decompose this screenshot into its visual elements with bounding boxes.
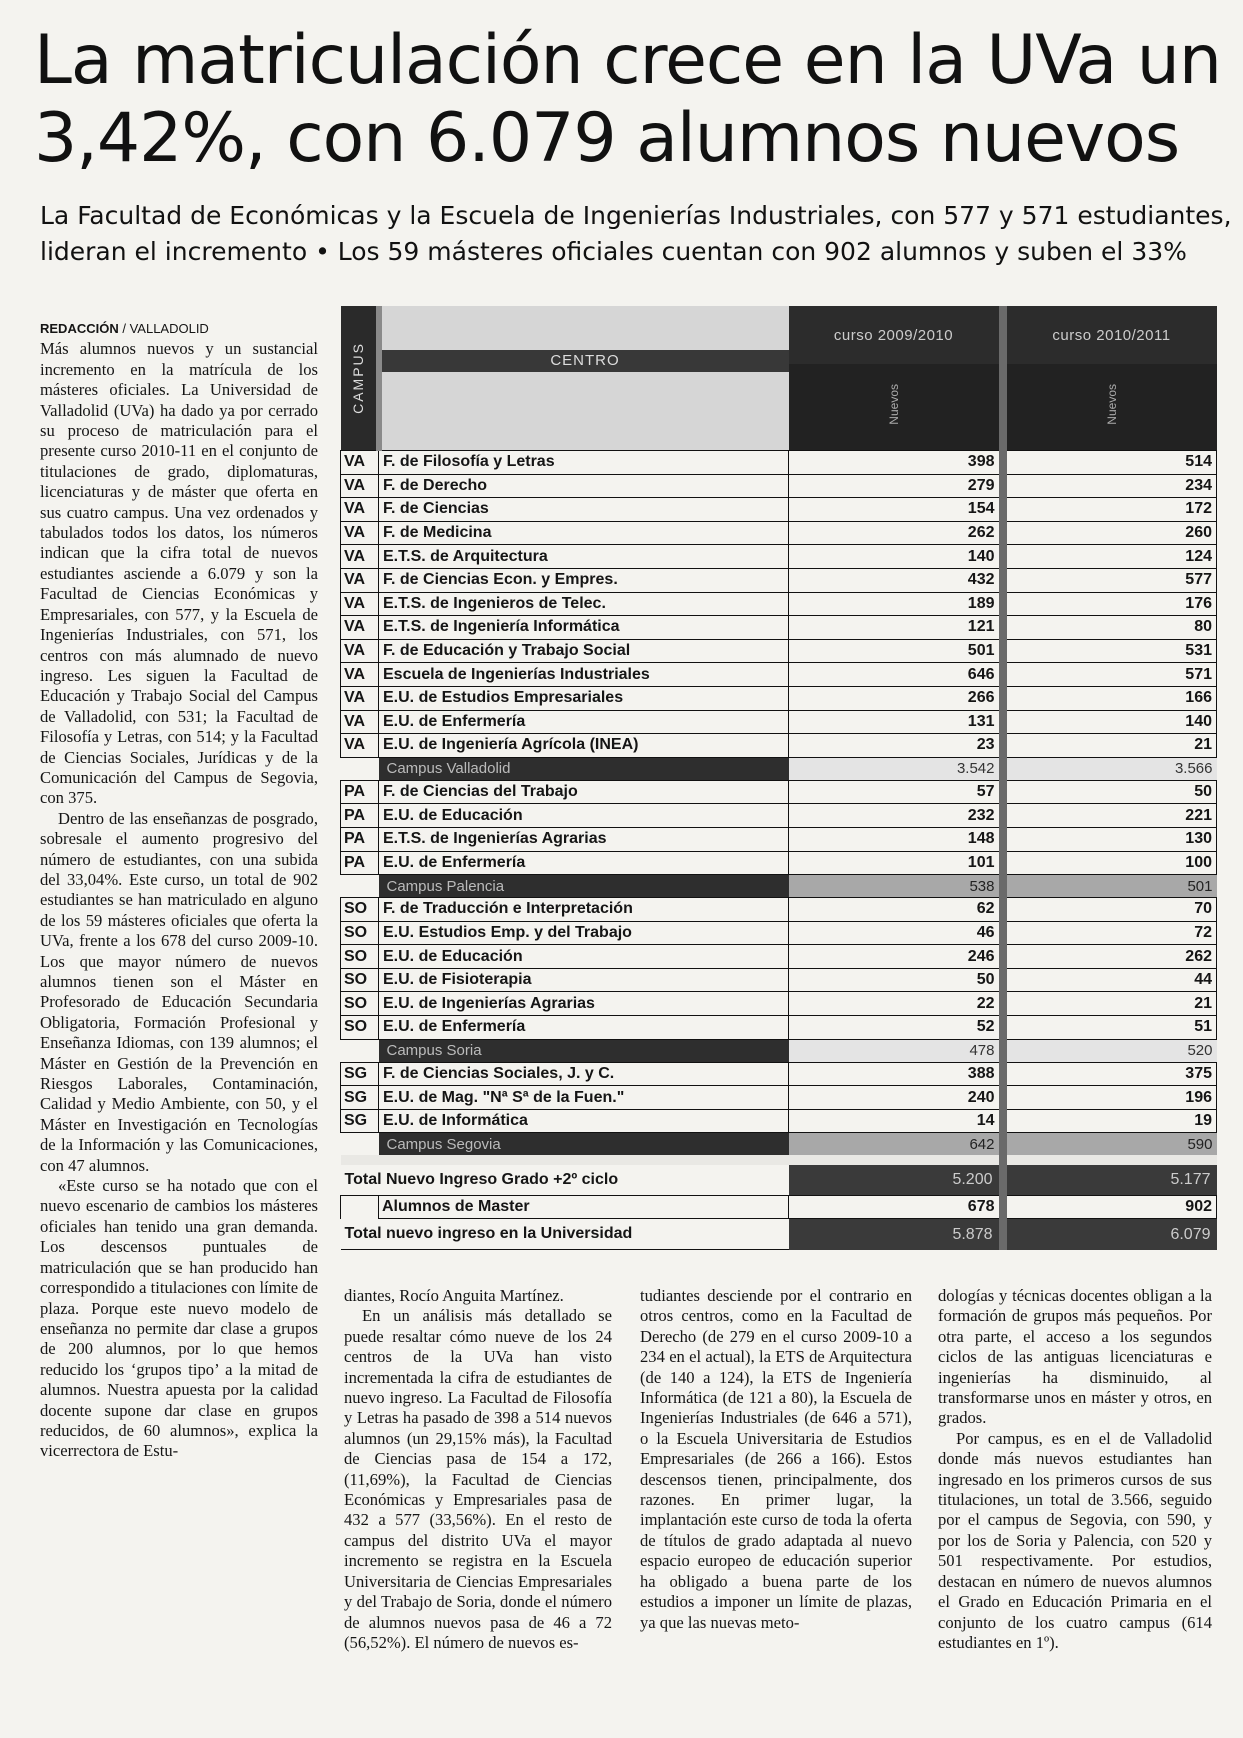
value-2010-2011: 70 <box>1003 898 1217 922</box>
centro-name: E.T.S. de Ingenieros de Telec. <box>379 592 789 616</box>
campus-code: SG <box>341 1109 379 1133</box>
campus-code <box>341 757 379 780</box>
campus-code: VA <box>341 474 379 498</box>
campus-code: SO <box>341 921 379 945</box>
campus-code: SO <box>341 898 379 922</box>
article-paragraph: En un análisis más detallado se puede resaltar cómo nueve de los 24 centros de la UVa han visto incrementada la cifra de estudiantes de nuevo ingreso. La Facultad de Filosofía y Letras ha pasado de 398 a 514 nuevos alumnos (un 29,15% más), la Facultad de Ciencias pasa de 154 a 172, (11,69%), la Facultad de Ciencias Económicas y Empresariales pasa de 432 a 577 (33,56%). En el resto de campus del distrito UVa el mayor incremento se registra en la Escuela Universitaria de Ciencias Empresariales y del Trabajo de Soria, donde el número de alumnos nuevos pasa de 46 a 72 (56,52%). El número de nuevos es- <box>344 1306 612 1652</box>
value-2010-2011: 21 <box>1003 992 1217 1016</box>
table-row <box>341 827 1217 851</box>
article-paragraph: diantes, Rocío Anguita Martínez. <box>344 1286 564 1305</box>
table-row <box>341 686 1217 710</box>
centro-name: E.U. de Fisioterapia <box>379 968 789 992</box>
campus-code: VA <box>341 592 379 616</box>
table-row <box>341 851 1217 875</box>
value-2009-2010: 279 <box>789 474 1003 498</box>
centro-name: E.T.S. de Ingenierías Agrarias <box>379 827 789 851</box>
table-row <box>341 1016 1217 1040</box>
value-2009-2010: 46 <box>789 921 1003 945</box>
value-2009-2010: 240 <box>789 1086 1003 1110</box>
value-2010-2011: 100 <box>1003 851 1217 875</box>
master-row <box>341 1196 1217 1219</box>
campus-code: VA <box>341 545 379 569</box>
article-paragraph: tudiantes desciende por el contrario en otros centros, como en la Facultad de Derecho (de 279 en el curso 2009-10 a 234 en el actual), la ETS de Arquitectura (de 140 a 124), la ETS de Ingeniería Informática (de 121 a 80), la Escuela de Ingenierías Industriales (de 646 a 571), o la Escuela Universitaria de Estudios Empresariales (de 266 a 166). Estos descensos tienen, principalmente, dos razones. En primer lugar, la implantación este curso de toda la oferta de títulos de grado adaptada al nuevo espacio europeo de educación superior ha obligado a buena parte de los estudios a imponer un límite de plazas, ya que las nuevas meto- <box>640 1286 912 1632</box>
value-2009-2010: 398 <box>789 451 1003 475</box>
value-2009-2010: 501 <box>789 639 1003 663</box>
campus-code: SO <box>341 968 379 992</box>
campus-code: SG <box>341 1062 379 1086</box>
value-2009-2010: 14 <box>789 1109 1003 1133</box>
campus-code: SO <box>341 992 379 1016</box>
spacer-cell <box>341 1155 379 1165</box>
value-2009-2010: 50 <box>789 968 1003 992</box>
campus-code: PA <box>341 827 379 851</box>
table-row <box>341 498 1217 522</box>
article-paragraph: Más alumnos nuevos y un sustancial incremento en la matrícula de los másteres oficiales. La Universidad de Valladolid (UVa) ha dado ya por cerrado su proceso de matriculación para el presente curso 2010-11 en el conjunto de titulaciones de grado, diplomaturas, licenciaturas y de máster que oferta en sus cuatro campus. Una vez ordenados y tabulados todos los datos, los números indican que la cifra total de nuevos estudiantes asciende a 6.079 y son la Facultad de Ciencias Económicas y Empresariales, con 577, y la Escuela de Ingenierías Industriales, con 571, los centros con más alumnado de nuevo ingreso. Les siguen la Facultad de Educación y Trabajo Social del Campus de Valladolid, con 531; la Facultad de Filosofía y Letras, con 514; y la Facultad de Ciencias Sociales, Jurídicas y de la Comunicación del Campus de Segovia, con 375. <box>40 339 318 808</box>
value-2010-2011: 51 <box>1003 1016 1217 1040</box>
value-2009-2010: 121 <box>789 616 1003 640</box>
value-2009-2010: 62 <box>789 898 1003 922</box>
value-2010-2011: 514 <box>1003 451 1217 475</box>
byline-paragraph <box>40 318 318 809</box>
centro-name: E.U. de Ingeniería Agrícola (INEA) <box>379 734 789 758</box>
table-row <box>341 474 1217 498</box>
centro-name: Escuela de Ingenierías Industriales <box>379 663 789 687</box>
value-2009-2010: 148 <box>789 827 1003 851</box>
value-2010-2011: 44 <box>1003 968 1217 992</box>
article-paragraph: dologías y técnicas docentes obligan a la formación de grupos más pequeños. Por otra parte, el acceso a los segundos ciclos de las antiguas licenciaturas e ingenierías ha disminuido, al transformarse unos en máster y otros, en grados. <box>938 1286 1212 1428</box>
article-column-4 <box>938 1286 1212 1653</box>
value-2010-2011: 50 <box>1003 780 1217 804</box>
campus-subtotal-row <box>341 757 1217 780</box>
value-2010-2011: 520 <box>1003 1039 1217 1062</box>
article-paragraph: «Este curso se ha notado que con el nuevo escenario de cambios los másteres oficiales han tenido una gran demanda. Los descensos puntuales de matriculación que se han producido han correspondido a titulaciones con límite de plaza. Porque este nuevo modelo de enseñanza no permite dar clase a grupos de 200 alumnos, por lo que hemos reducido los ‘grupos tipo’ a la mitad de alumnos. Nuestra apuesta por la calidad docente supone dar clase en grupos reducidos, de 60 alumnos», explica la vicerrectora de Estu- <box>40 1176 318 1461</box>
centro-name: F. de Medicina <box>379 521 789 545</box>
campus-code: VA <box>341 616 379 640</box>
value-2009-2010: 23 <box>789 734 1003 758</box>
campus-code: PA <box>341 780 379 804</box>
value-2010-2011: 262 <box>1003 945 1217 969</box>
campus-code: VA <box>341 568 379 592</box>
spacer-cell <box>1003 1155 1217 1165</box>
campus-code: VA <box>341 734 379 758</box>
centro-name: F. de Ciencias Sociales, J. y C. <box>379 1062 789 1086</box>
headline-line-1: La matriculación crece en la UVa un <box>34 21 1221 100</box>
campus-subtotal-row <box>341 1133 1217 1156</box>
centro-name: F. de Derecho <box>379 474 789 498</box>
header-campus <box>341 306 379 451</box>
value-2009-2010: 262 <box>789 521 1003 545</box>
master-label: Alumnos de Master <box>379 1196 789 1219</box>
total-universidad-2009: 5.878 <box>789 1219 1003 1250</box>
value-2009-2010: 101 <box>789 851 1003 875</box>
table-row <box>341 616 1217 640</box>
value-2009-2010: 478 <box>789 1039 1003 1062</box>
value-2010-2011: 130 <box>1003 827 1217 851</box>
table-row <box>341 592 1217 616</box>
table-row <box>341 568 1217 592</box>
campus-code <box>341 1133 379 1156</box>
value-2009-2010: 131 <box>789 710 1003 734</box>
campus-code: SO <box>341 1016 379 1040</box>
table-row <box>341 710 1217 734</box>
campus-code: VA <box>341 521 379 545</box>
spacer-cell <box>379 1155 789 1165</box>
table-row <box>341 1109 1217 1133</box>
total-grado-label: Total Nuevo Ingreso Grado +2º ciclo <box>341 1165 789 1196</box>
campus-code: VA <box>341 686 379 710</box>
campus-subtotal-row <box>341 875 1217 898</box>
centro-name: F. de Ciencias Econ. y Empres. <box>379 568 789 592</box>
table-row <box>341 992 1217 1016</box>
campus-code: VA <box>341 498 379 522</box>
byline <box>40 321 209 336</box>
campus-code: VA <box>341 639 379 663</box>
table-row <box>341 521 1217 545</box>
value-2009-2010: 388 <box>789 1062 1003 1086</box>
value-2010-2011: 590 <box>1003 1133 1217 1156</box>
article-paragraph: Dentro de las enseñanzas de posgrado, sobresale el aumento progresivo del número de estudiantes, con una subida del 33,04%. Este curso, un total de 902 estudiantes se han matriculado en alguno de los 59 másteres oficiales que oferta la UVa, frente a los 678 del curso 2009-10. Los que mayor número de nuevos alumnos tienen son el Máster en Profesorado de Educación Secundaria Obligatoria, Formación Profesional y Enseñanza Idiomas, con 139 alumnos; el Máster en Gestión de la Prevención en Riesgos Laborales, Contaminación, Calidad y Medio Ambiente, con 50, y el Máster en Investigación en Tecnologías de la Información y las Comunicaciones, con 47 alumnos. <box>40 808 318 1175</box>
centro-name: Campus Valladolid <box>379 757 789 780</box>
centro-name: E.T.S. de Ingeniería Informática <box>379 616 789 640</box>
centro-name: F. de Educación y Trabajo Social <box>379 639 789 663</box>
centro-name: E.T.S. de Arquitectura <box>379 545 789 569</box>
centro-name: E.U. de Estudios Empresariales <box>379 686 789 710</box>
table-row <box>341 898 1217 922</box>
article-column-1 <box>40 318 318 1462</box>
value-2009-2010: 52 <box>789 1016 1003 1040</box>
centro-name: F. de Ciencias del Trabajo <box>379 780 789 804</box>
centro-name: Campus Segovia <box>379 1133 789 1156</box>
value-2009-2010: 140 <box>789 545 1003 569</box>
centro-name: F. de Filosofía y Letras <box>379 451 789 475</box>
centro-name: E.U. de Educación <box>379 945 789 969</box>
header-centro <box>379 306 789 451</box>
value-2009-2010: 189 <box>789 592 1003 616</box>
campus-code <box>341 1039 379 1062</box>
total-universidad-row <box>341 1219 1217 1250</box>
value-2009-2010: 22 <box>789 992 1003 1016</box>
value-2010-2011: 140 <box>1003 710 1217 734</box>
centro-name: F. de Traducción e Interpretación <box>379 898 789 922</box>
total-grado-row <box>341 1165 1217 1196</box>
master-2009: 678 <box>789 1196 1003 1219</box>
header-nuevos-label: Nuevos <box>886 384 901 425</box>
value-2010-2011: 176 <box>1003 592 1217 616</box>
article-column-3 <box>640 1286 912 1633</box>
campus-code <box>341 875 379 898</box>
article-paragraph: Por campus, es en el de Valladolid donde más nuevos estudiantes han ingresado en los primeros cursos de sus titulaciones, un total de 3.566, seguido por el campus de Segovia, con 590, y por los de Soria y Palencia, con 520 y 501 respectivamente. Por estudios, destacan en número de nuevos alumnos el Grado en Educación Primaria en el conjunto de los cuatro campus (614 estudiantes en 1º). <box>938 1428 1212 1652</box>
value-2010-2011: 531 <box>1003 639 1217 663</box>
value-2010-2011: 21 <box>1003 734 1217 758</box>
header-centro-label: CENTRO <box>382 350 789 372</box>
header-year-2010-2011: curso 2010/2011 <box>1003 306 1217 364</box>
campus-code: VA <box>341 451 379 475</box>
table-row <box>341 921 1217 945</box>
enrollment-table <box>340 306 1216 1243</box>
value-2010-2011: 3.566 <box>1003 757 1217 780</box>
campus-code: VA <box>341 663 379 687</box>
spacer-row <box>341 1155 1217 1165</box>
value-2010-2011: 571 <box>1003 663 1217 687</box>
campus-code: VA <box>341 710 379 734</box>
centro-name: F. de Ciencias <box>379 498 789 522</box>
total-universidad-label: Total nuevo ingreso en la Universidad <box>341 1219 789 1250</box>
byline-author: REDACCIÓN <box>40 321 119 336</box>
header-year-2009-2010: curso 2009/2010 <box>789 306 1003 364</box>
value-2009-2010: 646 <box>789 663 1003 687</box>
value-2009-2010: 246 <box>789 945 1003 969</box>
value-2009-2010: 3.542 <box>789 757 1003 780</box>
value-2009-2010: 57 <box>789 780 1003 804</box>
value-2009-2010: 232 <box>789 804 1003 828</box>
spacer-cell <box>789 1155 1003 1165</box>
article-column-2 <box>344 1286 612 1653</box>
centro-name: E.U. de Enfermería <box>379 1016 789 1040</box>
value-2009-2010: 538 <box>789 875 1003 898</box>
value-2010-2011: 375 <box>1003 1062 1217 1086</box>
centro-name: E.U. de Enfermería <box>379 710 789 734</box>
value-2010-2011: 234 <box>1003 474 1217 498</box>
table-row <box>341 639 1217 663</box>
centro-name: E.U. Estudios Emp. y del Trabajo <box>379 921 789 945</box>
value-2009-2010: 642 <box>789 1133 1003 1156</box>
campus-code: SG <box>341 1086 379 1110</box>
header-nuevos-2009 <box>789 364 1003 451</box>
table-row <box>341 968 1217 992</box>
table-row <box>341 945 1217 969</box>
table-row <box>341 1086 1217 1110</box>
table-row <box>341 663 1217 687</box>
value-2009-2010: 154 <box>789 498 1003 522</box>
value-2010-2011: 221 <box>1003 804 1217 828</box>
header-nuevos-label: Nuevos <box>1104 384 1119 425</box>
subheadline-line-1: La Facultad de Económicas y la Escuela de Ingenierías Industriales, con 577 y 571 estudiantes, <box>40 201 1232 230</box>
table-row <box>341 545 1217 569</box>
value-2010-2011: 196 <box>1003 1086 1217 1110</box>
campus-subtotal-row <box>341 1039 1217 1062</box>
subheadline <box>40 198 1232 270</box>
value-2010-2011: 166 <box>1003 686 1217 710</box>
total-grado-2010: 5.177 <box>1003 1165 1217 1196</box>
table-row <box>341 734 1217 758</box>
headline <box>34 22 1224 178</box>
campus-code: PA <box>341 851 379 875</box>
table-row <box>341 451 1217 475</box>
campus-code: PA <box>341 804 379 828</box>
master-2010: 902 <box>1003 1196 1217 1219</box>
headline-line-2: 3,42%, con 6.079 alumnos nuevos <box>34 99 1180 178</box>
value-2009-2010: 432 <box>789 568 1003 592</box>
campus-code: SO <box>341 945 379 969</box>
centro-name: E.U. de Educación <box>379 804 789 828</box>
centro-name: E.U. de Enfermería <box>379 851 789 875</box>
value-2010-2011: 124 <box>1003 545 1217 569</box>
centro-name: E.U. de Informática <box>379 1109 789 1133</box>
centro-name: E.U. de Mag. "Nª Sª de la Fuen." <box>379 1086 789 1110</box>
value-2009-2010: 266 <box>789 686 1003 710</box>
centro-name: Campus Soria <box>379 1039 789 1062</box>
value-2010-2011: 260 <box>1003 521 1217 545</box>
centro-name: E.U. de Ingenierías Agrarias <box>379 992 789 1016</box>
subheadline-line-2: lideran el incremento • Los 59 másteres oficiales cuentan con 902 alumnos y suben el 33% <box>40 237 1187 266</box>
value-2010-2011: 19 <box>1003 1109 1217 1133</box>
header-nuevos-2010 <box>1003 364 1217 451</box>
centro-name: Campus Palencia <box>379 875 789 898</box>
table-row <box>341 780 1217 804</box>
byline-place: / VALLADOLID <box>122 321 209 336</box>
master-blank <box>341 1196 379 1219</box>
table-row <box>341 1062 1217 1086</box>
table-row <box>341 804 1217 828</box>
total-grado-2009: 5.200 <box>789 1165 1003 1196</box>
value-2010-2011: 172 <box>1003 498 1217 522</box>
header-campus-label: CAMPUS <box>350 342 366 414</box>
value-2010-2011: 72 <box>1003 921 1217 945</box>
value-2010-2011: 80 <box>1003 616 1217 640</box>
value-2010-2011: 501 <box>1003 875 1217 898</box>
value-2010-2011: 577 <box>1003 568 1217 592</box>
total-universidad-2010: 6.079 <box>1003 1219 1217 1250</box>
